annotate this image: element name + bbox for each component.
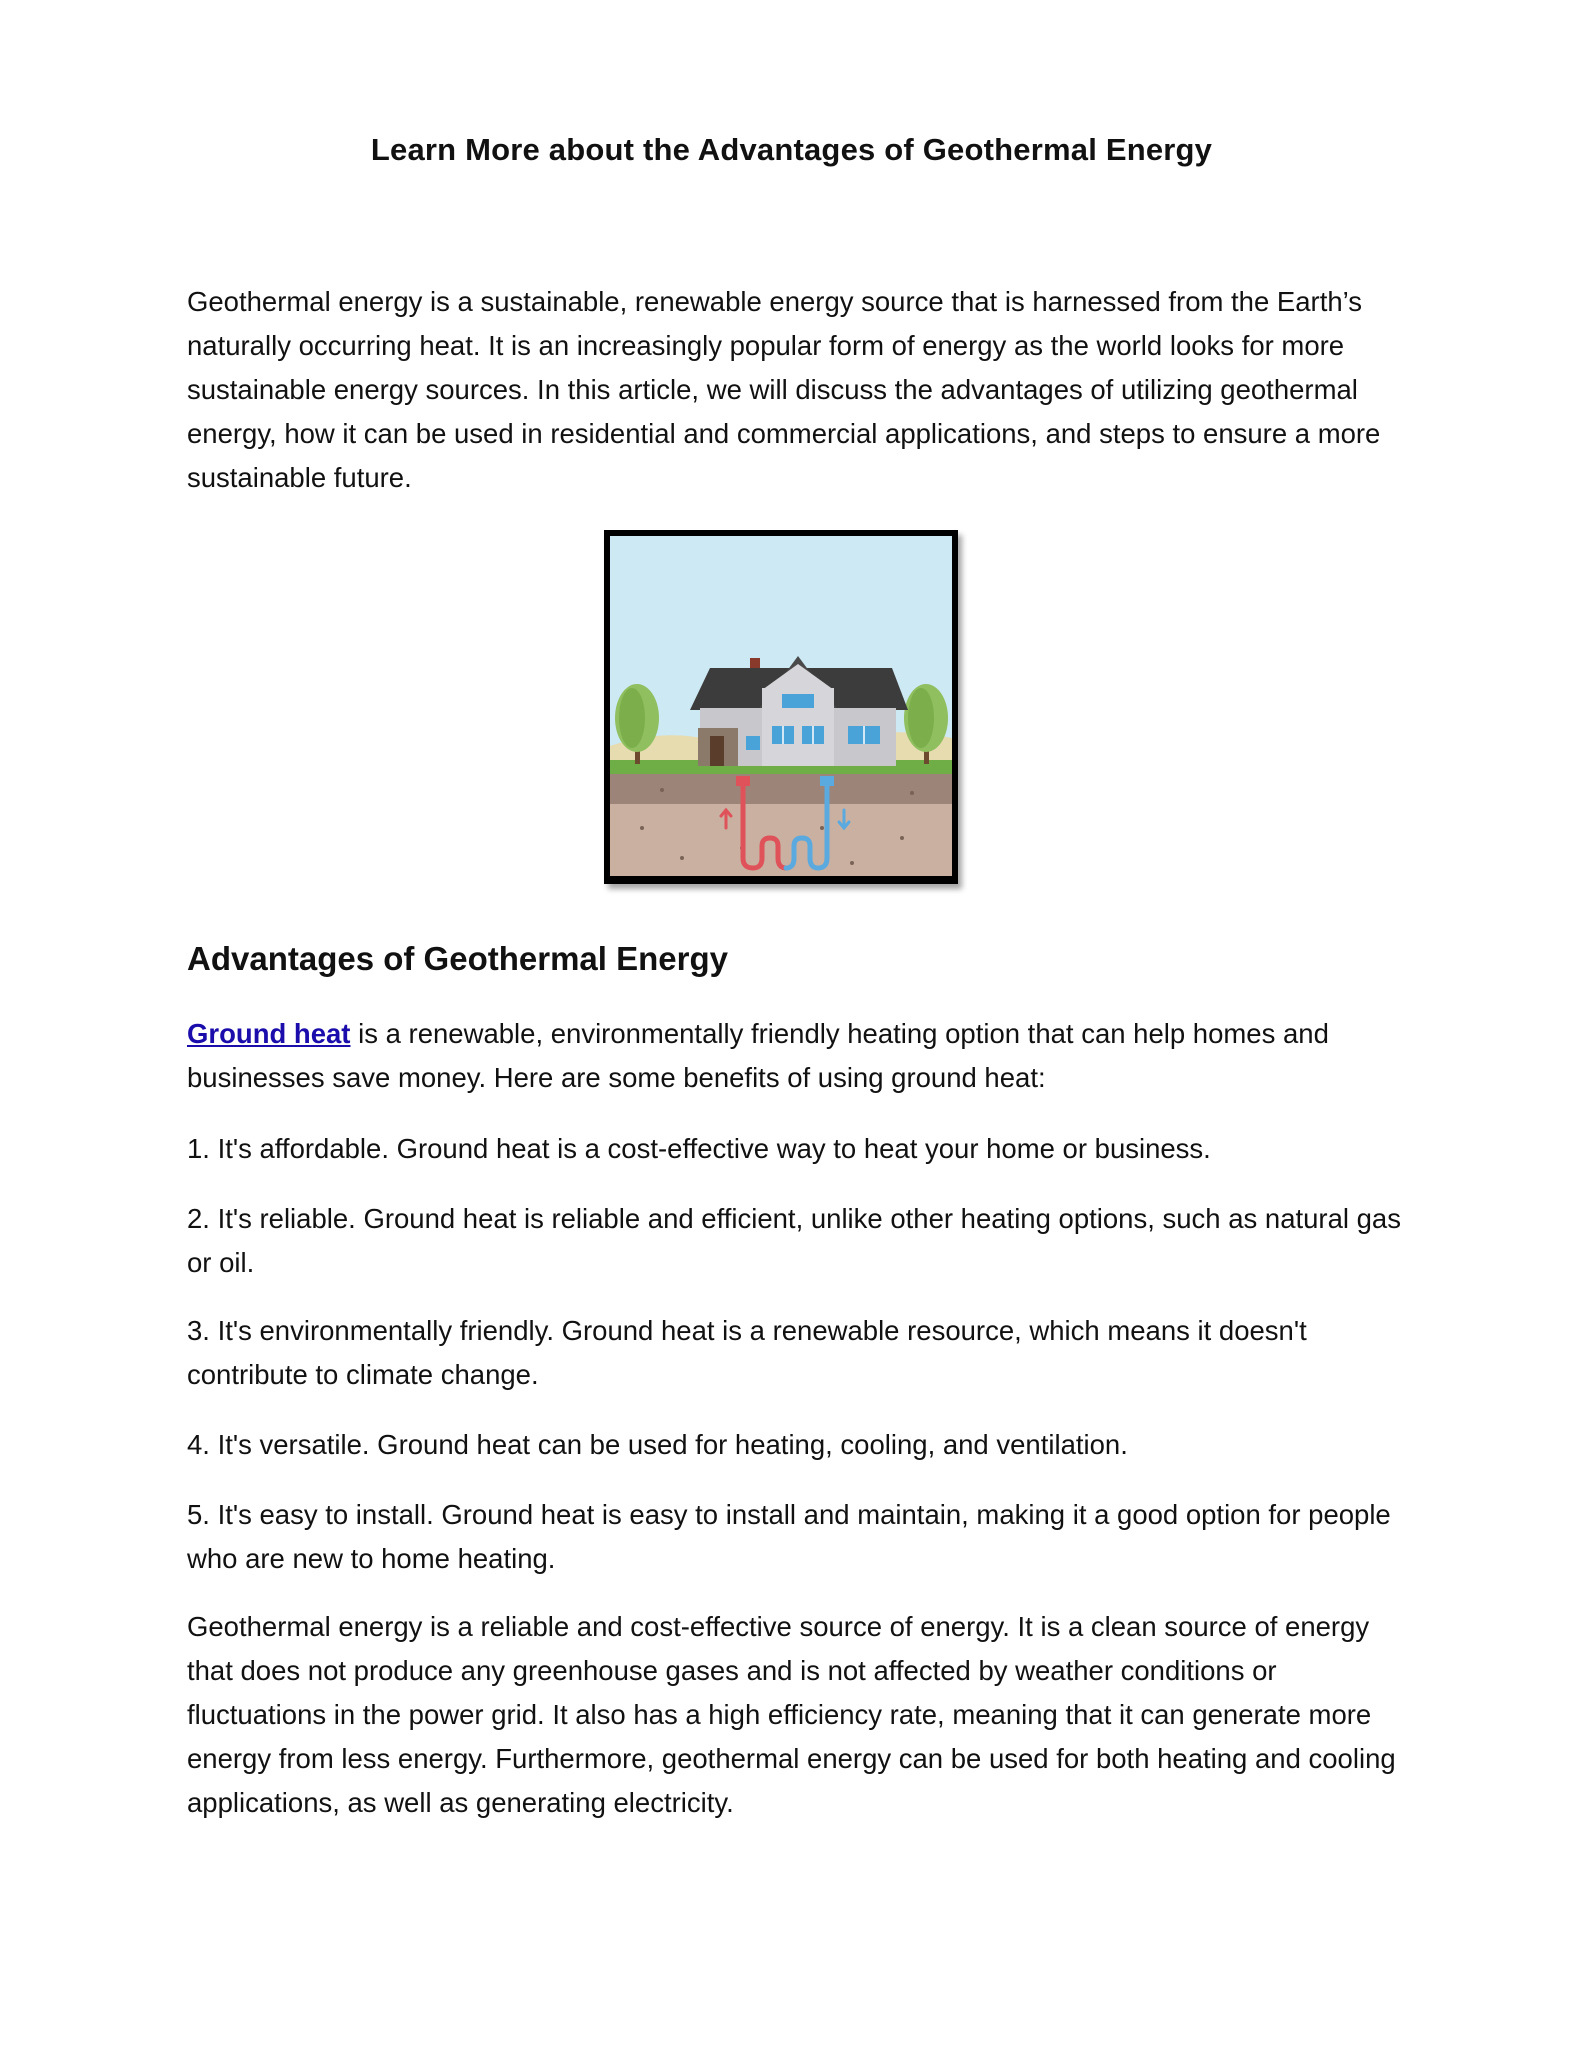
section-heading: Advantages of Geothermal Energy	[187, 940, 728, 977]
ground-heat-paragraph-text: is a renewable, environmentally friendly heating option that can help homes and businesses save money. Here are some benefits of using ground heat:	[187, 1018, 1329, 1093]
ground-heat-link[interactable]: Ground heat	[187, 1018, 351, 1049]
intro-paragraph: Geothermal energy is a sustainable, renewable energy source that is harnessed from the Earth’s naturally occurring heat. It is an increasingly popular form of energy as the world looks for more sustainable energy sources. In this article, we will discuss the advantages of utilizing geothermal energy, how it can be used in residential and commercial applications, and steps to ensure a more sustainable future.	[187, 286, 1381, 493]
page-title: Learn More about the Advantages of Geothermal Energy	[370, 132, 1213, 167]
list-item: 4. It's versatile. Ground heat can be used for heating, cooling, and ventilation.	[187, 1429, 1128, 1460]
list-item: 1. It's affordable. Ground heat is a cost-effective way to heat your home or business.	[187, 1133, 1211, 1164]
geothermal-house-illustration	[602, 528, 968, 896]
ground-heat-paragraph	[187, 1012, 1405, 1100]
list-item: 2. It's reliable. Ground heat is reliable and efficient, unlike other heating options, such as natural gas or oil.	[187, 1203, 1401, 1278]
closing-paragraph: Geothermal energy is a reliable and cost-effective source of energy. It is a clean source of energy that does not produce any greenhouse gases and is not affected by weather conditions or fluctuations in the power grid. It also has a high efficiency rate, meaning that it can generate more energy from less energy. Furthermore, geothermal energy can be used for both heating and cooling applications, as well as generating electricity.	[187, 1611, 1396, 1818]
list-item: 3. It's environmentally friendly. Ground heat is a renewable resource, which means it doesn't contribute to climate change.	[187, 1315, 1307, 1390]
house-icon	[690, 656, 908, 766]
list-item: 5. It's easy to install. Ground heat is easy to install and maintain, making it a good option for people who are new to home heating.	[187, 1499, 1391, 1574]
